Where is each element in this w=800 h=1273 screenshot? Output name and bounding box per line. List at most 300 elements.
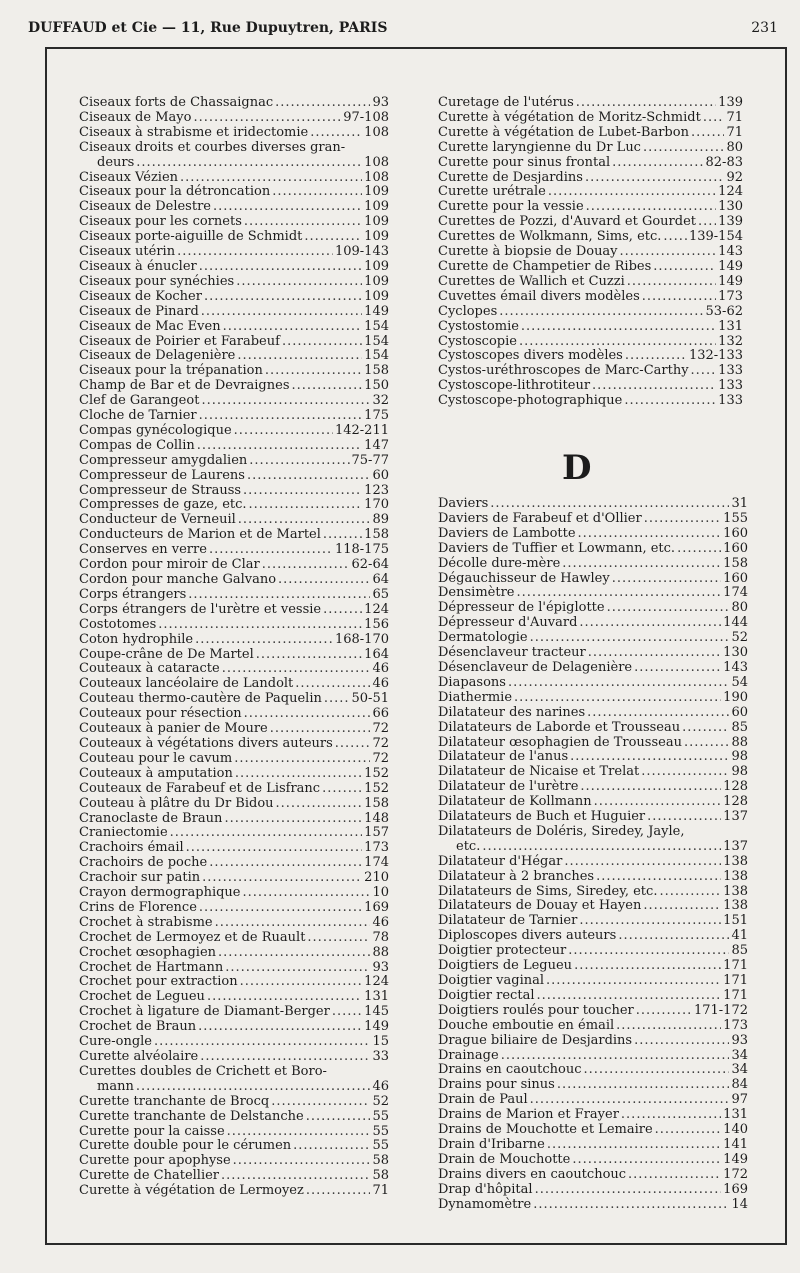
entry-pages: 98 [731,764,748,780]
dot-leader [209,543,333,558]
entry-name: Dépresseur d'Auvard [438,615,578,631]
index-column-right-d [438,497,748,1213]
entry-pages: 31 [731,496,748,511]
index-entry [438,1183,748,1198]
index-entry [79,1020,389,1035]
entry-pages: 138 [723,898,748,914]
index-entry [79,1169,389,1184]
index-entry [438,765,748,780]
entry-name: Curette de Champetier de Ribes [438,258,652,274]
index-entry [438,676,748,691]
entry-pages: 55 [372,1138,389,1154]
entry-name: Dilatateurs de Buch et Huguier [438,809,646,825]
entry-name: Drainage [438,1047,499,1063]
index-entry [438,156,743,171]
entry-name: Désenclaveur de Delagenière [438,659,633,675]
entry-name: Ciseaux pour synéchies [79,273,235,289]
entry-pages: 173 [718,288,743,304]
dot-leader [180,171,362,186]
entry-name: Coton hydrophile [79,631,194,647]
index-column-right-c [438,96,743,409]
entry-pages: 80 [731,600,748,616]
index-entry [438,601,748,616]
entry-pages: 58 [372,1153,389,1169]
entry-name: Compas gynécologique [79,422,232,438]
index-entry [438,989,748,1004]
dot-leader [256,648,362,663]
dot-leader [170,826,363,841]
entry-name: Densimètre [438,585,515,601]
entry-name: Cure-ongle [79,1034,152,1050]
entry-pages: 52 [372,1093,389,1109]
dot-leader [612,572,721,587]
index-entry [79,797,389,812]
entry-pages: 109 [364,273,389,289]
dot-leader [625,349,687,364]
entry-pages: 85 [731,943,748,959]
entry-name: Dilatateurs de Douay et Hayen [438,898,642,914]
index-entry [438,1153,748,1168]
index-entry [438,542,748,557]
index-entry [79,916,389,931]
dot-leader [574,959,721,974]
entry-name: Dilatateur à 2 branches [438,868,595,884]
dot-leader [548,185,716,200]
index-entry [438,349,743,364]
entry-pages: 154 [364,318,389,334]
entry-pages: 158 [364,527,389,543]
entry-pages: 97 [731,1092,748,1108]
entry-name: Dynamomètre [438,1196,532,1212]
entry-pages: 140 [723,1122,748,1138]
index-entry [438,706,748,721]
entry-name: Curette alvéolaire [79,1049,199,1064]
dot-leader [209,856,362,871]
index-entry [79,1154,389,1169]
entry-pages: 169 [364,899,389,915]
entry-name: Dilatateur œsophagien de Trousseau [438,734,682,750]
dot-leader [663,230,687,245]
dot-leader [579,914,721,929]
index-entry [79,171,389,186]
entry-pages: 133 [718,378,743,394]
dot-leader [186,841,363,856]
entry-pages: 147 [364,437,389,453]
entry-pages: 46 [372,661,389,677]
index-entry [79,469,389,484]
entry-name: Drague biliaire de Desjardins [438,1032,633,1048]
entry-pages: 130 [718,199,743,215]
entry-pages: 33 [372,1049,389,1064]
dot-leader [579,616,721,631]
dot-leader [580,780,721,795]
entry-name: Couteaux à panier de Moure [79,721,268,737]
dot-leader [213,200,362,215]
entry-pages: 158 [723,555,748,571]
index-entry [79,528,389,543]
index-entry [79,200,389,215]
entry-name: Craniectomie [79,825,168,841]
index-entry [79,901,389,916]
dot-leader [188,588,370,603]
entry-pages: 131 [718,318,743,334]
dot-leader [585,171,724,186]
entry-pages: 108 [364,154,389,170]
dot-leader [236,275,362,290]
entry-name: Cystoscopie [438,333,517,349]
index-entry [79,961,389,976]
index-entry [79,96,389,111]
dot-leader [578,527,722,542]
entry-name: Drap d'hôpital [438,1181,533,1197]
entry-name: Crochet pour extraction [79,974,238,990]
dot-leader [698,215,716,230]
entry-pages: 123 [364,482,389,498]
entry-pages: 52 [731,630,748,646]
entry-name: Doigtiers roulés pour toucher [438,1002,634,1018]
entry-name: Cordon pour miroir de Clar [79,557,260,573]
index-entry [438,1019,748,1034]
dot-leader [655,1123,722,1138]
index-entry [79,633,389,648]
entry-pages: 75-77 [351,452,389,468]
index-entry [79,305,389,320]
entry-name: Doigtier protecteur [438,943,567,959]
dot-leader [641,765,729,780]
page-header [28,20,778,42]
entry-pages: 156 [364,616,389,632]
dot-leader [616,1019,721,1034]
index-entry [438,572,748,587]
entry-name: Curette pour apophyse [79,1153,231,1169]
dot-leader [234,752,370,767]
dot-leader [323,528,362,543]
dot-leader [324,692,350,707]
entry-name: Couteaux à végétations divers auteurs [79,735,333,751]
page-number: 231 [751,20,778,36]
dot-leader [240,975,363,990]
entry-continuation-row [79,1080,389,1095]
dot-leader [322,782,362,797]
entry-name: Drains divers en caoutchouc [438,1166,627,1182]
index-entry [79,320,389,335]
index-entry [79,812,389,827]
dot-leader [235,767,362,782]
index-entry [79,364,389,379]
dot-leader [136,1080,371,1095]
dot-leader [295,677,370,692]
entry-name: Curetage de l'utérus [438,95,574,110]
entry-pages: 130 [723,645,748,661]
index-entry [79,484,389,499]
index-entry [438,929,748,944]
entry-pages: 109 [364,288,389,304]
index-entry [79,707,389,722]
entry-pages: 65 [372,586,389,602]
entry-name: Crachoir sur patin [79,870,201,886]
entry-name: Ciseaux droits et courbes diverses gran- [79,139,346,155]
entry-pages: 157 [364,825,389,841]
index-entry [438,96,743,111]
entry-pages: 109 [364,214,389,230]
index-entry [438,721,748,736]
index-entry [438,899,748,914]
index-entry [438,1049,748,1064]
entry-name: Ciseaux de Delagenière [79,348,236,364]
entry-pages: 10 [372,885,389,901]
index-entry [79,975,389,990]
entry-name: Crochet à strabisme [79,914,213,930]
dot-leader [586,200,717,215]
index-entry [438,111,743,126]
dot-leader [199,260,362,275]
entry-pages: 171 [723,958,748,974]
index-entry [79,1035,389,1050]
entry-name: Doigtiers de Legueu [438,958,573,974]
entry-pages: 132 [718,333,743,349]
entry-name: Cuvettes émail divers modèles [438,288,640,304]
index-entry [438,527,748,542]
entry-name: Curette tranchante de Delstanche [79,1108,304,1124]
entry-pages: 148 [364,810,389,826]
dot-leader [592,379,716,394]
index-entry [79,1110,389,1125]
entry-pages: 160 [723,540,748,556]
entry-pages: 60 [372,467,389,483]
entry-pages: 92 [726,169,743,185]
entry-name: Dilatateur des narines [438,704,586,720]
entry-name: Ciseaux de Poirier et Farabeuf [79,333,280,349]
dot-leader [306,1184,371,1199]
dot-leader [262,558,350,573]
entry-name: Champ de Bar et de Devraignes [79,378,290,394]
dot-leader [195,633,333,648]
index-entry [79,126,389,141]
dot-leader [306,1110,371,1125]
index-entry [438,855,748,870]
entry-pages: 72 [372,721,389,737]
entry-pages: 14 [731,1196,748,1212]
index-entry [438,320,743,335]
entry-name: Couteau thermo-cautère de Paquelin [79,691,322,707]
entry-pages: 139 [718,214,743,230]
entry-pages: 108 [364,124,389,140]
index-entry [79,349,389,364]
dot-leader [568,944,729,959]
index-entry [79,588,389,603]
entry-pages: 109 [364,229,389,245]
entry-name: Ciseaux de Delestre [79,199,211,215]
dot-leader [570,750,729,765]
dot-leader [201,305,362,320]
entry-name: Curette tranchante de Brocq [79,1093,270,1109]
entry-pages: 50-51 [351,691,389,707]
dot-leader [636,1004,692,1019]
dot-leader [224,812,362,827]
index-entry [438,1108,748,1123]
entry-pages: 97-108 [343,109,389,125]
entry-name: Curettes de Wallich et Cuzzi [438,273,625,289]
entry-name: Ciseaux de Mac Even [79,318,221,334]
dot-leader [310,126,362,141]
index-entry [438,631,748,646]
entry-pages: 15 [372,1034,389,1050]
entry-pages: 138 [723,883,748,899]
entry-pages: 71 [726,124,743,140]
dot-leader [508,676,730,691]
entry-name: Dilatateur de l'urètre [438,779,579,795]
entry-name-continuation: deurs [97,154,135,170]
entry-pages: 89 [372,512,389,528]
entry-name: Dilatateur de l'anus [438,749,569,765]
dot-leader [521,320,716,335]
index-entry [438,126,743,141]
dot-leader [249,498,363,513]
dot-leader [335,737,371,752]
dot-leader [207,990,362,1005]
entry-name: Ciseaux de Kocher [79,288,202,304]
dot-leader [177,245,333,260]
index-entry [438,512,748,527]
index-entry [79,335,389,350]
index-entry [438,959,748,974]
dot-leader [644,512,721,527]
dot-leader [535,1183,722,1198]
dot-leader [691,126,725,141]
entry-pages: 133 [718,393,743,409]
entry-name: Corps étrangers [79,586,187,602]
index-entry [438,1063,748,1078]
index-entry [79,573,389,588]
entry-pages: 88 [372,944,389,960]
entry-name: Dilatateurs de Laborde et Trousseau [438,719,681,735]
entry-name: Costotomes [79,616,157,632]
entry-name: Drains de Marion et Frayer [438,1107,619,1123]
dot-leader [234,424,333,439]
dot-leader [233,1154,371,1169]
entry-pages: 128 [723,794,748,810]
index-column-left [79,96,389,1199]
entry-pages: 145 [364,1004,389,1020]
entry-pages: 109-143 [334,244,389,260]
dot-leader [530,631,730,646]
dot-leader [547,1138,721,1153]
dot-leader [154,1035,370,1050]
index-entry [438,290,743,305]
index-entry [79,1050,389,1065]
index-entry [438,245,743,260]
dot-leader [677,542,721,557]
index-entry [79,275,389,290]
dot-leader [158,618,362,633]
dot-leader [247,469,371,484]
entry-name: Désenclaveur tracteur [438,645,586,661]
dot-leader [659,885,721,900]
entry-pages: 55 [372,1123,389,1139]
entry-name: Curette pour la caisse [79,1123,225,1139]
index-entry [438,691,748,706]
index-entry [79,886,389,901]
entry-name: Compas de Collin [79,437,195,453]
entry-name: Crochet à ligature de Diamant-Berger [79,1004,330,1020]
dot-leader [275,96,370,111]
entry-name: Crayon dermographique [79,885,241,901]
dot-leader [634,661,721,676]
entry-name: Daviers [438,496,489,511]
index-entry [438,364,743,379]
entry-pages: 133 [718,363,743,379]
dot-leader [587,706,729,721]
dot-leader [634,1034,729,1049]
dot-leader [643,141,724,156]
entry-pages: 138 [723,853,748,869]
dot-leader [200,1050,370,1065]
index-entry [438,885,748,900]
index-entry [438,944,748,959]
dot-leader [557,1078,730,1093]
index-entry [79,1095,389,1110]
entry-pages: 151 [723,913,748,929]
index-entry [438,275,743,290]
entry-pages: 118-175 [334,542,389,558]
entry-name: Dilatateur de Tarnier [438,913,578,929]
dot-leader [516,586,721,601]
dot-leader [627,275,716,290]
index-entry [438,780,748,795]
dot-leader [501,1049,730,1064]
entry-pages: 139-154 [688,229,743,245]
entry-pages: 71 [726,109,743,125]
index-entry [438,394,743,409]
dot-leader [136,156,362,171]
entry-name-continuation: mann [97,1078,134,1094]
entry-pages: 132-133 [688,348,743,364]
index-entry [79,230,389,245]
entry-name: Couteaux à amputation [79,765,233,781]
index-entry [79,826,389,841]
entry-pages: 131 [723,1107,748,1123]
entry-name: Curettes doubles de Crichett et Boro- [79,1063,327,1079]
entry-name: Crochet de Braun [79,1019,197,1035]
index-entry [79,111,389,126]
index-entry [438,810,748,825]
dot-leader [546,974,721,989]
entry-name: Dégauchisseur de Hawley [438,570,610,586]
entry-pages: 171 [723,987,748,1003]
dot-leader [482,840,721,855]
entry-name: Crochet de Hartmann [79,959,224,975]
index-entry [438,974,748,989]
entry-pages: 171-172 [693,1002,748,1018]
entry-name: Dilatateur de Kollmann [438,794,592,810]
index-entry [438,260,743,275]
index-entry [79,1125,389,1140]
dot-leader [643,899,721,914]
entry-name: Cordon pour manche Galvano [79,572,277,587]
index-entry [438,825,748,855]
index-entry [438,586,748,601]
entry-pages: 58 [372,1168,389,1184]
index-entry [79,260,389,275]
index-entry [79,558,389,573]
index-entry [79,185,389,200]
entry-name: Compresseur de Strauss [79,482,242,498]
dot-leader [265,364,362,379]
entry-name: Curette urétrale [438,184,546,200]
entry-name: Couteaux lancéolaire de Landolt [79,676,294,692]
entry-name: Curette pour la vessie [438,199,584,215]
index-entry [79,290,389,305]
